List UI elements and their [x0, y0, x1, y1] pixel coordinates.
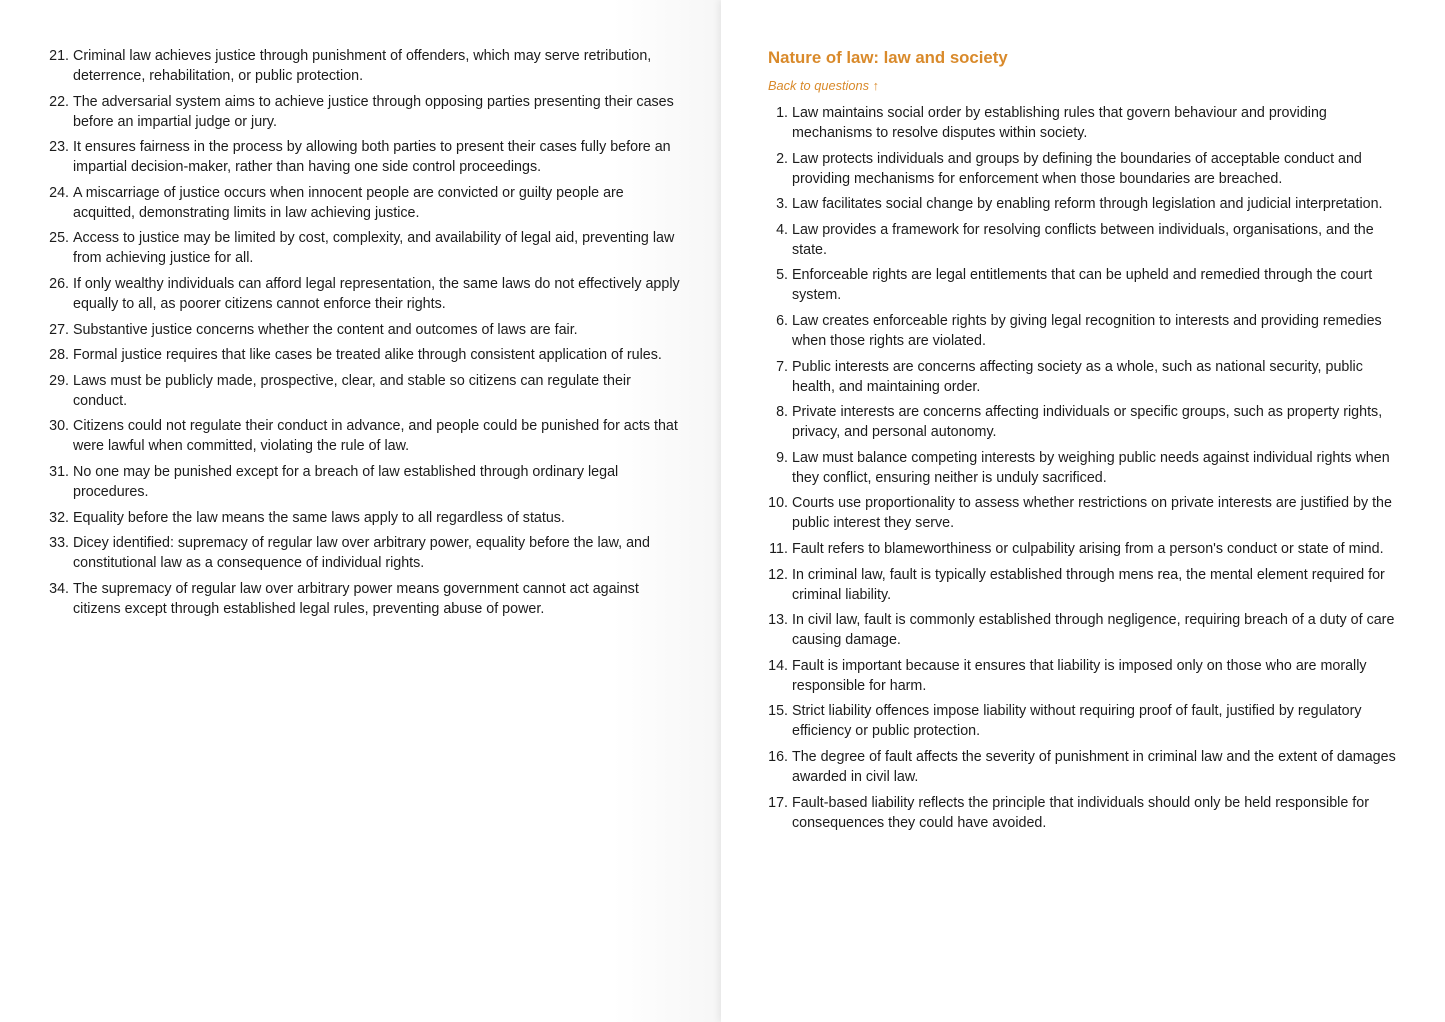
answer-item: [768, 747, 1445, 787]
answer-text: In civil law, fault is commonly established through negligence, requiring breach of a duty of care causing damage.: [792, 612, 1395, 649]
answer-item: [768, 311, 1445, 351]
answer-number: 11.: [769, 540, 788, 557]
answer-item: [38, 579, 721, 619]
answer-text: Dicey identified: supremacy of regular law over arbitrary power, equality before the law, and constitutional law as a consequence of individual rights.: [73, 535, 650, 572]
answer-number: 33.: [49, 535, 69, 552]
answer-text: Law facilitates social change by enabling reform through legislation and judicial interpretation.: [792, 196, 1383, 213]
answer-item: [38, 274, 721, 314]
answer-text: It ensures fairness in the process by allowing both parties to present their cases fully before an impartial decision-maker, rather than having one side control proceedings.: [73, 139, 671, 176]
answer-item: [38, 371, 721, 411]
answer-number: 16.: [768, 748, 788, 765]
answer-text: Law must balance competing interests by weighing public needs against individual rights when they conflict, ensuring neither is unduly sacrificed.: [792, 449, 1390, 486]
answer-item: [768, 565, 1445, 605]
answer-item: [38, 320, 721, 340]
answer-text: If only wealthy individuals can afford legal representation, the same laws do not effectively apply equally to all, as poorer citizens cannot enforce their rights.: [73, 275, 680, 312]
answer-text: Equality before the law means the same laws apply to all regardless of status.: [73, 509, 565, 526]
answer-text: No one may be punished except for a breach of law established through ordinary legal procedures.: [73, 463, 619, 500]
answer-number: 26.: [49, 275, 69, 292]
answer-number: 25.: [49, 230, 69, 247]
answer-number: 15.: [768, 703, 788, 720]
answer-list: [38, 46, 721, 619]
answer-number: 2.: [776, 150, 788, 167]
answer-number: 27.: [49, 321, 69, 338]
answer-item: [768, 493, 1445, 533]
answer-item: [38, 183, 721, 223]
answer-item: [38, 416, 721, 456]
answer-text: Fault refers to blameworthiness or culpability arising from a person's conduct or state of mind.: [792, 540, 1384, 557]
answer-item: [768, 656, 1445, 696]
answer-number: 23.: [49, 139, 69, 156]
answer-number: 28.: [49, 347, 69, 364]
answer-item: [768, 610, 1445, 650]
answer-item: [768, 793, 1445, 833]
answer-text: Fault is important because it ensures that liability is imposed only on those who are morally responsible for harm.: [792, 657, 1367, 694]
answer-number: 5.: [776, 267, 788, 284]
answer-number: 6.: [776, 312, 788, 329]
answer-number: 12.: [768, 566, 788, 583]
answer-item: [38, 508, 721, 528]
answer-item: [768, 402, 1445, 442]
answer-number: 1.: [776, 105, 788, 121]
answer-number: 3.: [776, 196, 788, 213]
answer-item: [38, 92, 721, 132]
answer-number: 13.: [768, 612, 788, 629]
answer-number: 32.: [49, 509, 69, 526]
answer-text: Fault-based liability reflects the principle that individuals should only be held responsible for consequences they could have avoided.: [792, 794, 1369, 831]
answer-list: [768, 103, 1445, 833]
answer-text: Formal justice requires that like cases be treated alike through consistent application of rules.: [73, 347, 662, 364]
answer-number: 10.: [768, 495, 788, 512]
answer-item: [768, 701, 1445, 741]
answer-item: [768, 103, 1445, 143]
answer-text: Public interests are concerns affecting society as a whole, such as national security, public health, and maintaining order.: [792, 358, 1363, 395]
answer-text: Laws must be publicly made, prospective, clear, and stable so citizens can regulate their conduct.: [73, 372, 631, 409]
answer-text: The supremacy of regular law over arbitrary power means government cannot act against citizens except through established legal rules, preventing abuse of power.: [73, 580, 639, 617]
answer-text: Access to justice may be limited by cost, complexity, and availability of legal aid, preventing law from achieving justice for all.: [73, 230, 675, 267]
answer-item: [768, 149, 1445, 189]
answer-number: 34.: [49, 580, 69, 597]
answer-text: Courts use proportionality to assess whether restrictions on private interests are justified by the public interest they serve.: [792, 495, 1392, 532]
answer-item: [768, 539, 1445, 559]
answer-number: 31.: [49, 463, 69, 480]
answer-text: Law protects individuals and groups by defining the boundaries of acceptable conduct and providing mechanisms for enforcement when those boundaries are breached.: [792, 150, 1362, 187]
answer-text: Substantive justice concerns whether the content and outcomes of laws are fair.: [73, 321, 578, 338]
answer-item: [38, 228, 721, 268]
answer-item: [38, 46, 721, 86]
answer-number: 24.: [49, 184, 69, 201]
answer-text: Citizens could not regulate their conduct in advance, and people could be punished for acts that were lawful when committed, violating the rule of law.: [73, 418, 678, 455]
answer-text: The degree of fault affects the severity of punishment in criminal law and the extent of damages awarded in civil law.: [792, 748, 1396, 785]
answer-text: Law maintains social order by establishing rules that govern behaviour and providing mechanisms to resolve disputes within society.: [792, 105, 1327, 141]
answer-text: Private interests are concerns affecting individuals or specific groups, such as property rights, privacy, and personal autonomy.: [792, 404, 1383, 441]
answer-text: Criminal law achieves justice through punishment of offenders, which may serve retribution, deterrence, rehabilitation, or public protection.: [73, 48, 652, 84]
answer-number: 17.: [768, 794, 788, 811]
answer-item: [38, 137, 721, 177]
answer-item: [768, 357, 1445, 397]
answer-number: 8.: [776, 404, 788, 421]
answer-number: 21.: [49, 48, 69, 64]
answer-number: 29.: [49, 372, 69, 389]
answer-item: [38, 462, 721, 502]
answer-number: 7.: [776, 358, 788, 375]
answer-text: A miscarriage of justice occurs when innocent people are convicted or guilty people are acquitted, demonstrating limits in law achieving justice.: [73, 184, 624, 221]
answer-text: Strict liability offences impose liability without requiring proof of fault, justified by regulatory efficiency or public protection.: [792, 703, 1362, 740]
back-to-questions-link[interactable]: Back to questions ↑: [768, 78, 879, 93]
answer-number: 30.: [49, 418, 69, 435]
answer-item: [768, 194, 1445, 214]
answer-number: 14.: [768, 657, 788, 674]
answer-text: The adversarial system aims to achieve justice through opposing parties presenting their cases before an impartial judge or jury.: [73, 93, 674, 130]
answer-text: Law provides a framework for resolving conflicts between individuals, organisations, and the state.: [792, 221, 1374, 258]
section-title: Nature of law: law and society: [768, 48, 1008, 67]
left-page: [0, 0, 721, 1022]
answer-text: Law creates enforceable rights by giving legal recognition to interests and providing remedies when those rights are violated.: [792, 312, 1382, 349]
answer-item: [768, 265, 1445, 305]
answer-text: In criminal law, fault is typically established through mens rea, the mental element required for criminal liability.: [792, 566, 1385, 603]
answer-item: [38, 533, 721, 573]
answer-number: 9.: [776, 449, 788, 466]
answer-item: [768, 220, 1445, 260]
answer-item: [768, 448, 1445, 488]
answer-item: [38, 345, 721, 365]
answer-number: 4.: [776, 221, 788, 238]
right-page: [721, 0, 1445, 1022]
answer-number: 22.: [49, 93, 69, 110]
answer-text: Enforceable rights are legal entitlements that can be upheld and remedied through the court system.: [792, 267, 1373, 304]
